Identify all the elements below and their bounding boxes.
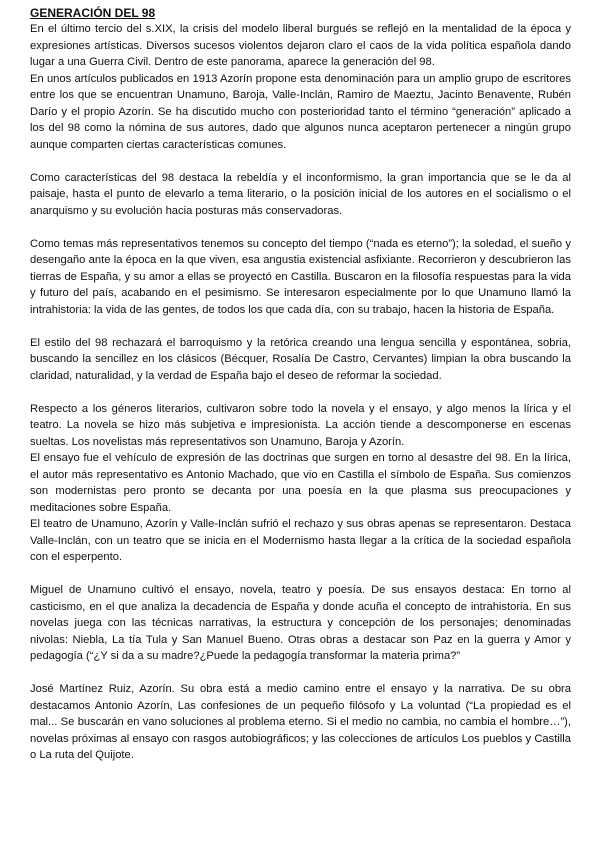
- document-title: GENERACIÓN DEL 98: [30, 6, 156, 20]
- paragraph-spacer: [30, 384, 571, 401]
- paragraph-caracteristicas: Como características del 98 destaca la rebeldía y el inconformismo, la gran importancia que se le da al paisaje, hasta el punto de elevarlo a tema literario, o la posición inicial de los autores en el socialismo o el anarquismo y su evolución hacia posturas más conservadoras.: [30, 171, 571, 217]
- paragraph-estilo: El estilo del 98 rechazará el barroquismo y la retórica creando una lengua sencilla y espontánea, sobria, buscando la sencillez en los clásicos (Bécquer, Rosalía De Castro, Cervantes) limpian la obra buscando la claridad, naturalidad, y la verdad de España bajo el deseo de reformar la sociedad.: [30, 336, 571, 382]
- paragraph-spacer: [30, 153, 571, 170]
- paragraph-teatro: El teatro de Unamuno, Azorín y Valle-Inclán sufrió el rechazo y sus obras apenas se representaron. Destaca Valle-Inclán, con un teatro que se inicia en el Modernismo hasta llegar a la crítica de la sociedad española con el esperpento.: [30, 518, 571, 563]
- paragraph-spacer: [30, 566, 571, 583]
- paragraph-azorin: José Martínez Ruiz, Azorín. Su obra está a medio camino entre el ensayo y la narrativa. De su obra destacamos Antonio Azorín, Las confesiones de un pequeño filósofo y La voluntad (“La propiedad es el mal... Se buscarán en vano soluciones al problema eterno. Si el medio no cambia, no cambia el hombre…”), novelas próximas al ensayo con rasgos autobiográficos; y las colecciones de artículos Los pueblos y Castilla o La ruta del Quijote.: [30, 683, 571, 761]
- paragraph-intro-crisis: En el último tercio del s.XIX, la crisis del modelo liberal burgués se reflejó en la mentalidad de la época y expresiones artísticas. Diversos sucesos violentos dejaron claro el caos de la vida política española dando lugar a una Guerra Civil. Dentro de este panorama, aparece la generación del 98.: [30, 23, 571, 68]
- paragraph-spacer: [30, 219, 571, 236]
- paragraph-generos: Respecto a los géneros literarios, cultivaron sobre todo la novela y el ensayo, y algo menos la lírica y el teatro. La novela se hizo más subjetiva e impresionista. La acción tiende a descomponerse en escenas sueltas. Los novelistas más representativos son Unamuno, Baroja y Azorín.: [30, 402, 571, 448]
- paragraph-temas: Como temas más representativos tenemos su concepto del tiempo (“nada es eterno”); la soledad, el sueño y desengaño ante la época en la que viven, esa angustia existencial asfixiante. Recorrieron y descubrieron las tierras de España, y su amor a ellas se proyectó en Castilla. Buscaron en la filosofía respuestas para la vida y futuro del país, acabando en el pesimismo. Se interesaron especialmente por lo que Unamuno llamó la intrahistoria: la vida de las gentes, de todos los que cada día, con su trabajo, hacen la historia de España.: [30, 237, 571, 316]
- paragraph-spacer: [30, 318, 571, 335]
- paragraph-spacer: [30, 665, 571, 682]
- paragraph-unamuno: Miguel de Unamuno cultivó el ensayo, novela, teatro y poesía. De sus ensayos destaca: En torno al casticismo, en el que analiza la decadencia de España y donde acuña el concepto de intrahistoria. En sus novelas juega con las técnicas narrativas, la estructura y concepción de los personajes; denominadas nivolas: Niebla, La tía Tula y San Manuel Bueno. Otras obras a destacar son Paz en la guerra y Amor y pedagogía (“¿Y si da a su madre?¿Puede la pedagogía transformar la materia prima?”: [30, 584, 571, 662]
- paragraph-denominacion: En unos artículos publicados en 1913 Azorín propone esta denominación para un amplio grupo de escritores entre los que se encuentran Unamuno, Baroja, Valle-Inclán, Ramiro de Maeztu, Jacinto Benavente, Rubén Darío y el propio Azorín. Se ha discutido mucho con posterioridad tanto el término “generación” aplicado a los del 98 como la nómina de sus autores, dado que algunos nunca aceptaron pertenecer a ningún grupo aunque comparten ciertas características comunes.: [30, 72, 571, 151]
- paragraph-ensayo-lirica: El ensayo fue el vehículo de expresión de las doctrinas que surgen en torno al desastre del 98. En la lírica, el autor más representativo es Antonio Machado, que vio en Castilla el símbolo de España. Sus comienzos son modernistas pero pronto se decanta por una poesía en la que plasma sus preocupaciones y meditaciones sobre España.: [30, 452, 571, 514]
